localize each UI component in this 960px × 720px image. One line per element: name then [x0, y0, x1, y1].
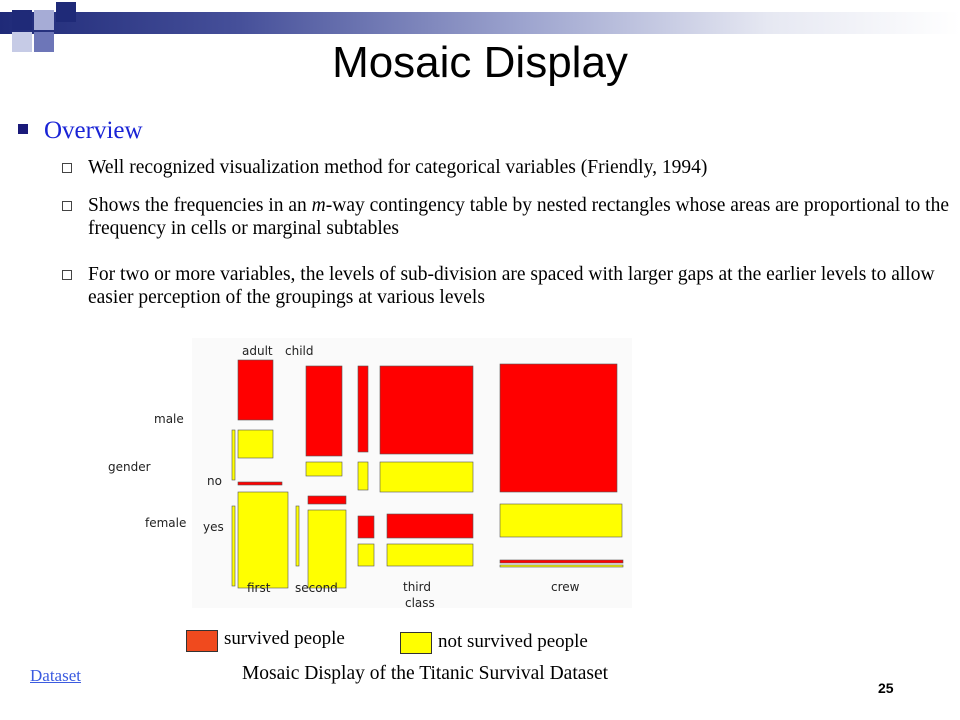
mosaic-tile-first-adult-female-not-survived: [238, 492, 288, 588]
mosaic-tile-second-adult-female-survived: [308, 496, 346, 504]
dataset-link[interactable]: Dataset: [30, 666, 81, 685]
label-crew: crew: [551, 580, 580, 594]
mosaic-tile-third-adult-male-not-survived: [380, 462, 473, 492]
mosaic-tile-crew-female-not-survived-thin: [500, 565, 623, 567]
page-number: 25: [878, 680, 894, 696]
header-square-dark-3: [56, 2, 76, 22]
overview-label: Overview: [44, 117, 143, 144]
legend-not-survived-label: not survived people: [438, 631, 588, 652]
square-bullet-icon: [18, 124, 28, 134]
sub-bullet-1: [62, 156, 952, 179]
mosaic-tile-crew-female-survived-thin: [500, 560, 623, 563]
mosaic-tile-third-child-male-not-survived: [358, 462, 368, 490]
label-third: third: [403, 580, 431, 594]
mosaic-tile-first-adult-male-survived: [238, 360, 273, 420]
label-gender: gender: [108, 460, 151, 474]
sub-bullet-1-text: Well recognized visualization method for categorical variables (Friendly, 1994): [88, 157, 708, 178]
mosaic-tile-first-child-male-not-survived: [232, 430, 235, 480]
label-female: female: [145, 516, 187, 530]
legend-survived-swatch: [186, 630, 218, 652]
mosaic-tile-second-child-female-not-survived: [296, 506, 299, 566]
label-no: no: [207, 474, 222, 488]
label-child: child: [285, 344, 314, 358]
sub-bullet-3-text: For two or more variables, the levels of sub-division are spaced with larger gaps at the earlier levels to allow easier perception of the groupings at various levels: [88, 264, 935, 308]
slide-title: Mosaic Display: [332, 38, 628, 87]
sub-bullet-3: [62, 263, 952, 309]
mosaic-tile-third-adult-male-survived: [380, 366, 473, 454]
header-square-dark-1: [12, 10, 32, 30]
overview-bullet: [18, 117, 143, 145]
label-male: male: [154, 412, 184, 426]
mosaic-tile-third-child-male-survived: [358, 366, 368, 452]
mosaic-tile-third-adult-female-survived: [387, 514, 473, 538]
mosaic-tile-second-adult-male-survived: [306, 366, 342, 456]
legend-survived-label: survived people: [224, 628, 345, 649]
label-class: class: [405, 596, 435, 610]
hollow-square-bullet-icon: [62, 201, 72, 211]
mosaic-tile-first-adult-male-not-survived: [238, 430, 273, 458]
mosaic-tile-third-adult-female-not-survived: [387, 544, 473, 566]
mosaic-tile-first-adult-female-survived-thin: [238, 482, 282, 485]
mosaic-tile-third-child-female-not-survived: [358, 544, 374, 566]
label-second: second: [295, 581, 338, 595]
sub-bullet-2-text: Shows the frequencies in an m-way contingency table by nested rectangles whose areas are proportional to the frequency in cells or marginal subtables: [88, 195, 949, 239]
hollow-square-bullet-icon: [62, 270, 72, 280]
mosaic-tile-first-child-female-not-survived: [232, 506, 235, 586]
mosaic-plot: [105, 330, 635, 615]
mosaic-tile-crew-male-not-survived: [500, 504, 622, 537]
hollow-square-bullet-icon: [62, 163, 72, 173]
mosaic-tile-second-adult-male-not-survived: [306, 462, 342, 476]
mosaic-figure: [105, 330, 635, 615]
label-first: first: [247, 581, 271, 595]
legend-not-survived-swatch: [400, 632, 432, 654]
header-square-light-1: [34, 10, 54, 30]
mosaic-tile-second-adult-female-not-survived: [308, 510, 346, 588]
mosaic-tile-third-child-female-survived: [358, 516, 374, 538]
label-adult: adult: [242, 344, 273, 358]
header-gradient-bar: [0, 12, 960, 34]
sub-bullet-2: [62, 194, 952, 240]
mosaic-tile-crew-male-survived: [500, 364, 617, 492]
figure-caption: Mosaic Display of the Titanic Survival Dataset: [241, 663, 609, 684]
label-yes: yes: [203, 520, 224, 534]
